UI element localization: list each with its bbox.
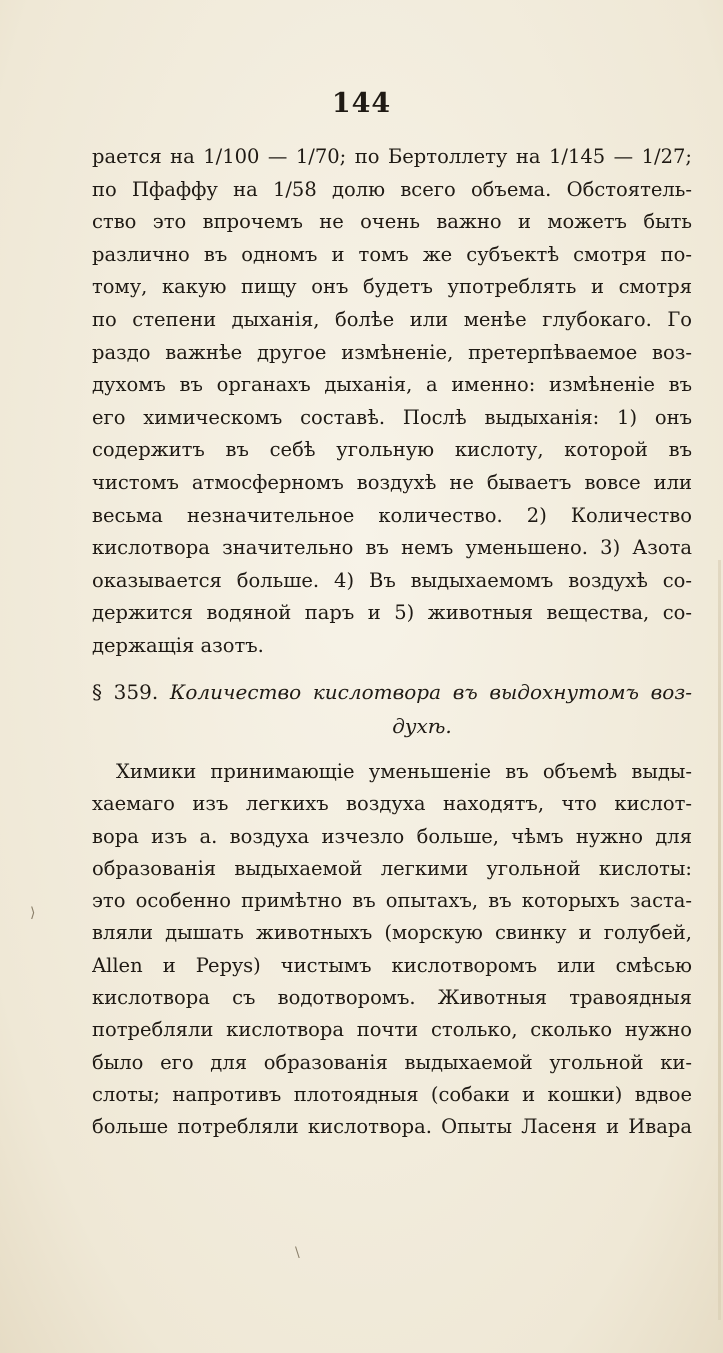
text-line: вляли дышать животныхъ (морскую свинку и голубей, <box>92 921 692 945</box>
text-line: весьма незначительное количество. 2) Количество <box>92 503 692 527</box>
text-line: было его для образованія выдыхаемой угольной ки- <box>92 1050 692 1074</box>
page-number: 144 <box>331 88 392 119</box>
text-line: Химики принимающіе уменьшеніе въ объемѣ выды- <box>116 760 692 783</box>
text-line: держащія азотъ. <box>92 633 264 657</box>
text-line: хаемаго изъ легкихъ воздуха находятъ, что кислот- <box>92 792 692 816</box>
text-line: духомъ въ органахъ дыханія, а именно: измѣненіе въ <box>92 373 692 397</box>
text-line: потребляли кислотвора почти столько, сколько нужно <box>92 1018 692 1042</box>
section-title: Количество кислотвора въ выдохнутомъ воз- <box>169 680 692 704</box>
scan-mark: ⟩ <box>30 905 36 921</box>
text-line: по Пфаффу на 1/58 долю всего объема. Обстоятель- <box>92 177 692 201</box>
section-title-continued: духѣ. <box>392 714 452 738</box>
text-line: содержитъ въ себѣ угольную кислоту, которой въ <box>92 438 692 462</box>
paragraph-oxygen-consumption <box>92 756 692 1144</box>
text-line: образованія выдыхаемой легкими угольной кислоты: <box>92 856 692 880</box>
text-line: кислотвора значительно въ немъ уменьшено. 3) Азота <box>92 536 692 560</box>
text-line: чистомъ атмосферномъ воздухѣ не бываетъ вовсе или <box>92 470 692 494</box>
text-line: раздо важнѣе другое измѣненіе, претерпѣваемое воз- <box>92 340 692 364</box>
scan-mark: \ <box>295 1245 300 1261</box>
text-line: тому, какую пищу онъ будетъ употреблять и смотря <box>92 275 692 299</box>
text-line: рается на 1/100 — 1/70; по Бертоллету на 1/145 — 1/27; <box>92 145 692 168</box>
page-edge-shadow <box>718 560 721 1320</box>
section-heading-line1 <box>92 675 692 709</box>
section-heading <box>92 675 692 743</box>
text-line: больше потребляли кислотвора. Опыты Ласеня и Ивара <box>92 1115 692 1139</box>
text-line: Allen и Pepys) чистымъ кислотворомъ или смѣсью <box>92 953 692 977</box>
section-number: § 359. <box>92 680 159 704</box>
text-line: оказывается больше. 4) Въ выдыхаемомъ воздухѣ со- <box>92 568 692 592</box>
text-line: это особенно примѣтно въ опытахъ, въ которыхъ заста- <box>92 889 692 913</box>
text-line: держится водяной паръ и 5) животныя вещества, со- <box>92 601 692 625</box>
text-line: кислотвора съ водотворомъ. Животныя травоядныя <box>92 986 692 1010</box>
text-line: слоты; напротивъ плотоядныя (собаки и кошки) вдвое <box>92 1082 692 1106</box>
text-line: по степени дыханія, болѣе или менѣе глубокаго. Го <box>92 307 692 331</box>
text-line: различно въ одномъ и томъ же субъектѣ смотря по- <box>92 242 692 266</box>
paragraph-respiration-changes <box>92 141 692 663</box>
text-line: ство это впрочемъ не очень важно и можетъ быть <box>92 210 692 234</box>
text-line: вора изъ а. воздуха изчезло больше, чѣмъ нужно для <box>92 824 692 848</box>
text-line: его химическомъ составѣ. Послѣ выдыханія: 1) онъ <box>92 405 692 429</box>
